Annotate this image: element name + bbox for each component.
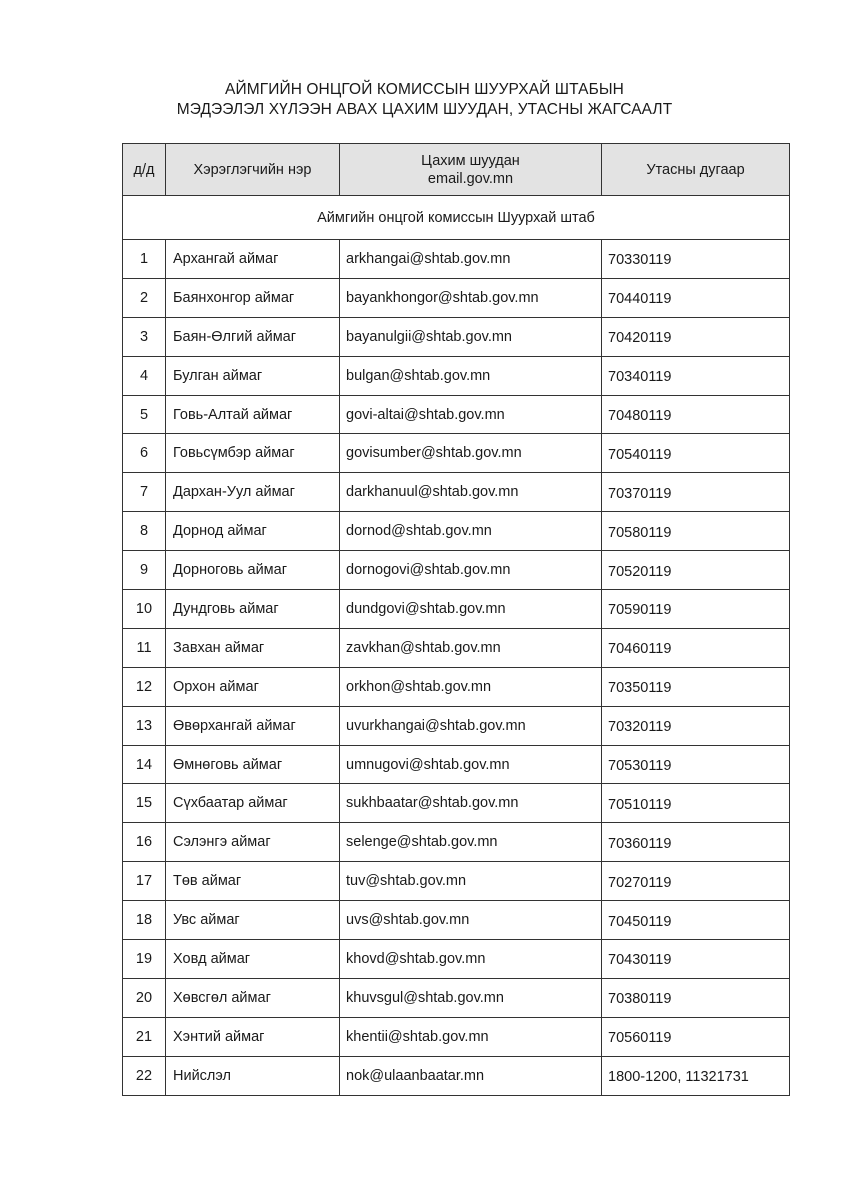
row-number: 4 [123, 356, 166, 395]
section-title: Аймгийн онцгой комиссын Шуурхай штаб [123, 196, 790, 240]
table-row [123, 940, 790, 979]
row-email: arkhangai@shtab.gov.mn [340, 240, 602, 279]
table-row [123, 395, 790, 434]
row-name: Говь-Алтай аймаг [166, 395, 340, 434]
row-number: 7 [123, 473, 166, 512]
row-name: Дундговь аймаг [166, 590, 340, 629]
row-email: nok@ulaanbaatar.mn [340, 1056, 602, 1095]
contact-table [122, 143, 790, 1096]
table-row [123, 356, 790, 395]
title-line-1: АЙМГИЙН ОНЦГОЙ КОМИССЫН ШУУРХАЙ ШТАБЫН [225, 81, 624, 98]
header-user-name: Хэрэглэгчийн нэр [166, 144, 340, 196]
row-email: bayanulgii@shtab.gov.mn [340, 317, 602, 356]
row-number: 10 [123, 590, 166, 629]
row-name: Архангай аймаг [166, 240, 340, 279]
header-email-line-1: Цахим шуудан [421, 152, 520, 169]
row-number: 2 [123, 278, 166, 317]
row-number: 8 [123, 512, 166, 551]
row-email: khovd@shtab.gov.mn [340, 940, 602, 979]
row-phone: 70480119 [602, 395, 790, 434]
row-phone: 70540119 [602, 434, 790, 473]
row-name: Завхан аймаг [166, 628, 340, 667]
row-phone: 70320119 [602, 706, 790, 745]
row-email: uvs@shtab.gov.mn [340, 901, 602, 940]
row-email: dornogovi@shtab.gov.mn [340, 551, 602, 590]
row-phone: 70380119 [602, 978, 790, 1017]
table-row [123, 706, 790, 745]
row-number: 18 [123, 901, 166, 940]
header-phone: Утасны дугаар [602, 144, 790, 196]
row-email: khuvsgul@shtab.gov.mn [340, 978, 602, 1017]
row-phone: 70350119 [602, 667, 790, 706]
table-row [123, 862, 790, 901]
row-number: 14 [123, 745, 166, 784]
table-row [123, 745, 790, 784]
table-row [123, 667, 790, 706]
row-number: 22 [123, 1056, 166, 1095]
row-phone: 70440119 [602, 278, 790, 317]
row-number: 19 [123, 940, 166, 979]
row-name: Говьсүмбэр аймаг [166, 434, 340, 473]
row-number: 12 [123, 667, 166, 706]
row-email: zavkhan@shtab.gov.mn [340, 628, 602, 667]
header-email [340, 144, 602, 196]
row-phone: 70530119 [602, 745, 790, 784]
row-name: Өвөрхангай аймаг [166, 706, 340, 745]
row-phone: 70510119 [602, 784, 790, 823]
row-number: 1 [123, 240, 166, 279]
table-row [123, 628, 790, 667]
row-name: Төв аймаг [166, 862, 340, 901]
row-phone: 70360119 [602, 823, 790, 862]
row-email: dundgovi@shtab.gov.mn [340, 590, 602, 629]
header-email-line-2: email.gov.mn [427, 170, 514, 187]
row-name: Орхон аймаг [166, 667, 340, 706]
row-number: 15 [123, 784, 166, 823]
row-number: 13 [123, 706, 166, 745]
row-email: bayankhongor@shtab.gov.mn [340, 278, 602, 317]
row-number: 6 [123, 434, 166, 473]
row-name: Өмнөговь аймаг [166, 745, 340, 784]
table-row [123, 784, 790, 823]
table-row [123, 473, 790, 512]
row-email: govisumber@shtab.gov.mn [340, 434, 602, 473]
row-number: 21 [123, 1017, 166, 1056]
row-name: Сүхбаатар аймаг [166, 784, 340, 823]
row-number: 9 [123, 551, 166, 590]
row-number: 16 [123, 823, 166, 862]
row-name: Булган аймаг [166, 356, 340, 395]
row-email: umnugovi@shtab.gov.mn [340, 745, 602, 784]
row-name: Дорнод аймаг [166, 512, 340, 551]
header-number: д/д [123, 144, 166, 196]
document-title [0, 80, 849, 120]
row-phone: 70270119 [602, 862, 790, 901]
row-phone: 70370119 [602, 473, 790, 512]
row-phone: 70460119 [602, 628, 790, 667]
row-name: Баян-Өлгий аймаг [166, 317, 340, 356]
row-email: selenge@shtab.gov.mn [340, 823, 602, 862]
row-name: Дорноговь аймаг [166, 551, 340, 590]
row-number: 17 [123, 862, 166, 901]
table-row [123, 278, 790, 317]
row-phone: 70580119 [602, 512, 790, 551]
row-phone: 70450119 [602, 901, 790, 940]
row-email: tuv@shtab.gov.mn [340, 862, 602, 901]
table-row [123, 512, 790, 551]
table-row [123, 590, 790, 629]
row-number: 11 [123, 628, 166, 667]
row-email: govi-altai@shtab.gov.mn [340, 395, 602, 434]
title-line-2: МЭДЭЭЛЭЛ ХҮЛЭЭН АВАХ ЦАХИМ ШУУДАН, УТАСНЫ ЖАГСААЛТ [176, 101, 673, 118]
row-email: sukhbaatar@shtab.gov.mn [340, 784, 602, 823]
table-row [123, 317, 790, 356]
row-phone: 70340119 [602, 356, 790, 395]
header-row [123, 144, 790, 196]
table-row [123, 434, 790, 473]
row-phone: 70330119 [602, 240, 790, 279]
row-name: Сэлэнгэ аймаг [166, 823, 340, 862]
row-email: khentii@shtab.gov.mn [340, 1017, 602, 1056]
row-phone: 70590119 [602, 590, 790, 629]
section-row [123, 196, 790, 240]
row-name: Баянхонгор аймаг [166, 278, 340, 317]
row-name: Дархан-Уул аймаг [166, 473, 340, 512]
row-name: Хөвсгөл аймаг [166, 978, 340, 1017]
row-phone: 70560119 [602, 1017, 790, 1056]
row-number: 20 [123, 978, 166, 1017]
row-email: dornod@shtab.gov.mn [340, 512, 602, 551]
row-phone: 70430119 [602, 940, 790, 979]
table-row [123, 823, 790, 862]
row-phone: 1800-1200, 11321731 [602, 1056, 790, 1095]
row-email: darkhanuul@shtab.gov.mn [340, 473, 602, 512]
row-phone: 70420119 [602, 317, 790, 356]
row-number: 3 [123, 317, 166, 356]
row-name: Хэнтий аймаг [166, 1017, 340, 1056]
row-phone: 70520119 [602, 551, 790, 590]
row-email: uvurkhangai@shtab.gov.mn [340, 706, 602, 745]
table-row [123, 1017, 790, 1056]
row-name: Ховд аймаг [166, 940, 340, 979]
table-row [123, 901, 790, 940]
table-row [123, 551, 790, 590]
row-number: 5 [123, 395, 166, 434]
table-row [123, 978, 790, 1017]
table-row [123, 1056, 790, 1095]
row-name: Увс аймаг [166, 901, 340, 940]
row-email: orkhon@shtab.gov.mn [340, 667, 602, 706]
row-name: Нийслэл [166, 1056, 340, 1095]
table-row [123, 240, 790, 279]
row-email: bulgan@shtab.gov.mn [340, 356, 602, 395]
